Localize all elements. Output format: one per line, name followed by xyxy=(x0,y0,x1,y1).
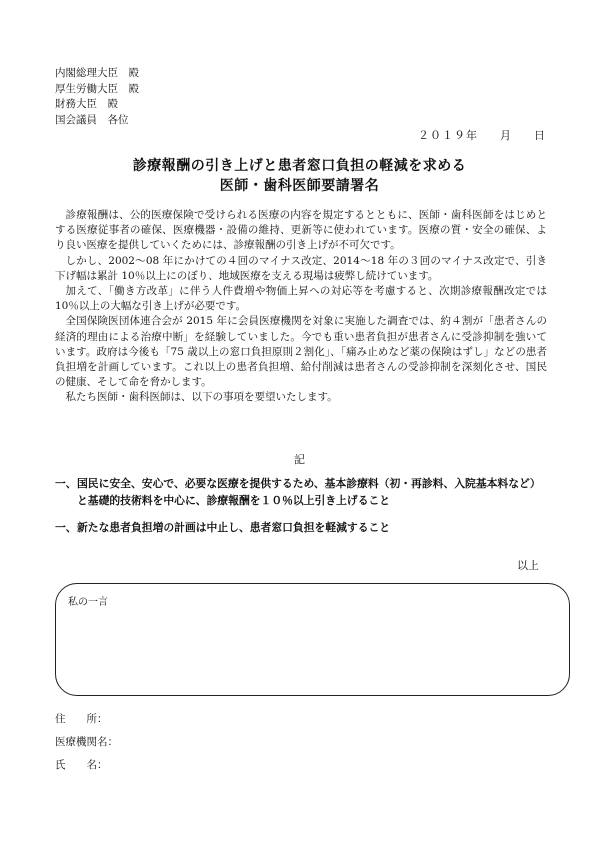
comment-label: 私の一言 xyxy=(68,597,108,608)
demand-text: 国民に安全、安心で、必要な医療を提供するため、基本診療料（初・再診料、入院基本料など）と基礎的技術料を中心に、診療報酬を１０％以上引き上げること xyxy=(77,477,541,507)
demand-item xyxy=(55,475,550,509)
demand-mark: 一、 xyxy=(55,521,77,534)
date-line xyxy=(418,127,546,143)
body-paragraph: 診療報酬は、公的医療保険で受けられる医療の内容を規定するとともに、医師・歯科医師をはじめとする医療従事者の確保、医療機器・設備の維持、更新等に使われています。医療の質・安全の確保、より良い医療を提供していくためには、診療報酬の引き上げが不可欠です。 xyxy=(55,209,547,252)
body-paragraph: しかし、2002～08 年にかけての４回のマイナス改定、2014～18 年の３回のマイナス改定で、引き下げ幅は累計 10％以上にのぼり、地域医療を支える現場は疲弊し続けています。 xyxy=(55,254,547,282)
addressee-diet-members: 国会議員 各位 xyxy=(55,113,129,126)
comment-box[interactable] xyxy=(55,583,570,696)
body-paragraph: 全国保険医団体連合会が 2015 年に会員医療機関を対象に実施した調査では、約４割が「患者さんの経済的理由による治療中断」を経験していました。今でも重い患者負担が患者さんに受診抑制を強いています。政府は今後も「75 歳以上の窓口負担原則２割化」、「痛み止めなど薬の保険はずし」などの患者負担増を計画しています。これ以上の患者負担増、給付削減は患者さんの受診抑制を深刻化させ、国民の健康、そして命を脅かします。 xyxy=(55,315,547,389)
body-paragraph: 私たち医師・歯科医師は、以下の事項を要望いたします。 xyxy=(65,391,338,404)
document-subtitle: 医師・歯科医師要請署名 xyxy=(219,178,380,194)
body-text xyxy=(55,208,547,406)
address-field-label: 住 所： xyxy=(55,713,108,725)
name-field-label: 氏 名： xyxy=(55,759,108,771)
addressee-health-minister: 厚生労働大臣 殿 xyxy=(55,82,139,95)
addressee-list xyxy=(55,66,139,128)
document-title: 診療報酬の引き上げと患者窓口負担の軽減を求める xyxy=(132,158,467,174)
demand-mark: 一、 xyxy=(55,477,77,490)
addressee-prime-minister: 内閣総理大臣 殿 xyxy=(55,67,139,79)
date-day: 日 xyxy=(534,129,546,142)
demand-list xyxy=(55,475,550,546)
demand-item xyxy=(55,519,550,536)
institution-field-label: 医療機関名： xyxy=(55,736,118,748)
body-paragraph: 加えて、「働き方改革」に伴う人件費増や物価上昇への対応等を考慮すると、次期診療報酬改定では 10％以上の大幅な引き上げが必要です。 xyxy=(55,285,547,313)
date-month: 月 xyxy=(500,129,512,142)
addressee-finance-minister: 財務大臣 殿 xyxy=(55,98,118,110)
ki-heading: 記 xyxy=(294,453,305,466)
demand-text: 新たな患者負担増の計画は中止し、患者窓口負担を軽減すること xyxy=(77,521,391,534)
date-year: ２０１９年 xyxy=(418,129,478,142)
ijo-closing: 以上 xyxy=(517,559,539,572)
